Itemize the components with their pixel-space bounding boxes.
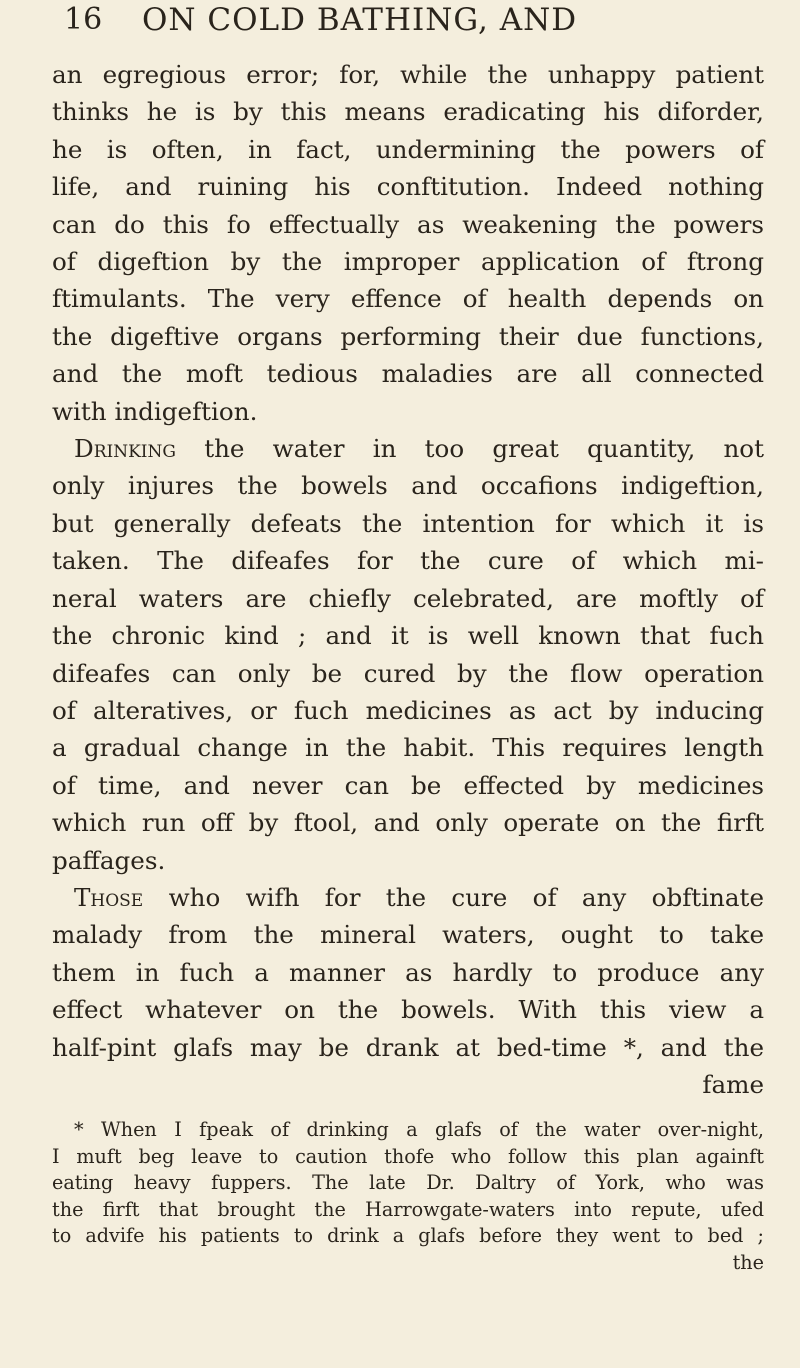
text-line: with indigeftion. [52, 396, 258, 426]
text-line: them in fuch a manner as hardly to produce any [52, 957, 764, 987]
running-head: ON COLD BATHING, AND [142, 2, 578, 38]
paragraph-3 [52, 879, 764, 1103]
text-line: he is often, in fact, undermining the powers of [52, 134, 764, 164]
text-line: thinks he is by this means eradicating his diforder, [52, 97, 764, 127]
text-line: only injures the bowels and occafions indigeftion, [52, 471, 764, 501]
text-line: half-pint glafs may be drank at bed-time *, and the [52, 1032, 764, 1062]
text-line: the digeftive organs performing their due functions, [52, 321, 764, 351]
body-text [52, 56, 764, 1103]
paragraph-2 [52, 430, 764, 879]
text-line: difeafes can only be cured by the flow operation [52, 658, 764, 688]
text-line: and the moft tedious maladies are all connected [52, 359, 764, 389]
text-line-rest: who wifh for the cure of any obftinate [168, 882, 764, 912]
text-line: neral waters are chiefly celebrated, are moftly of [52, 583, 764, 613]
text-line: a gradual change in the habit. This requires length [52, 733, 764, 763]
text-line: of digeftion by the improper application of ftrong [52, 247, 764, 277]
text-line-rest: the water in too great quantity, not [204, 434, 764, 464]
paragraph-lead-word: Those [74, 882, 144, 912]
text-line: effect whatever on the bowels. With this view a [52, 995, 764, 1025]
footnote-line: to advife his patients to drink a glafs before they went to bed ; [52, 1224, 764, 1248]
text-line [52, 879, 764, 916]
text-line: paffages. [52, 845, 166, 875]
footnote [52, 1117, 764, 1276]
page-number: 16 [64, 2, 103, 37]
text-line: taken. The difeafes for the cure of which mi- [52, 546, 764, 576]
page-header [52, 0, 764, 56]
footnote-line: I muft beg leave to caution thofe who follow this plan againft [52, 1144, 764, 1168]
footnote-line: * When I fpeak of drinking a glafs of the water over-night, [74, 1118, 764, 1142]
text-line: an egregious error; for, while the unhappy patient [52, 60, 764, 89]
paragraph-1 [52, 56, 764, 430]
text-line: malady from the mineral waters, ought to take [52, 920, 764, 950]
footnote-line: the firft that brought the Harrowgate-waters into repute, ufed [52, 1197, 764, 1221]
text-line: the chronic kind ; and it is well known that fuch [52, 621, 764, 651]
text-line: can do this fo effectually as weakening the powers [52, 209, 764, 239]
text-line: but generally defeats the intention for which it is [52, 508, 764, 538]
footnote-catchword: the [732, 1250, 764, 1274]
text-line [52, 430, 764, 467]
text-line: which run off by ftool, and only operate on the firft [52, 808, 764, 838]
text-line: life, and ruining his conftitution. Indeed nothing [52, 172, 764, 202]
text-line: ftimulants. The very effence of health depends on [52, 284, 764, 314]
text-line: of time, and never can be effected by medicines [52, 770, 764, 800]
text-line: of alteratives, or fuch medicines as act by inducing [52, 695, 764, 725]
catchword: fame [702, 1069, 764, 1099]
paragraph-lead-word: Drinking [74, 434, 176, 464]
footnote-line: eating heavy fuppers. The late Dr. Daltry of York, who was [52, 1171, 764, 1195]
